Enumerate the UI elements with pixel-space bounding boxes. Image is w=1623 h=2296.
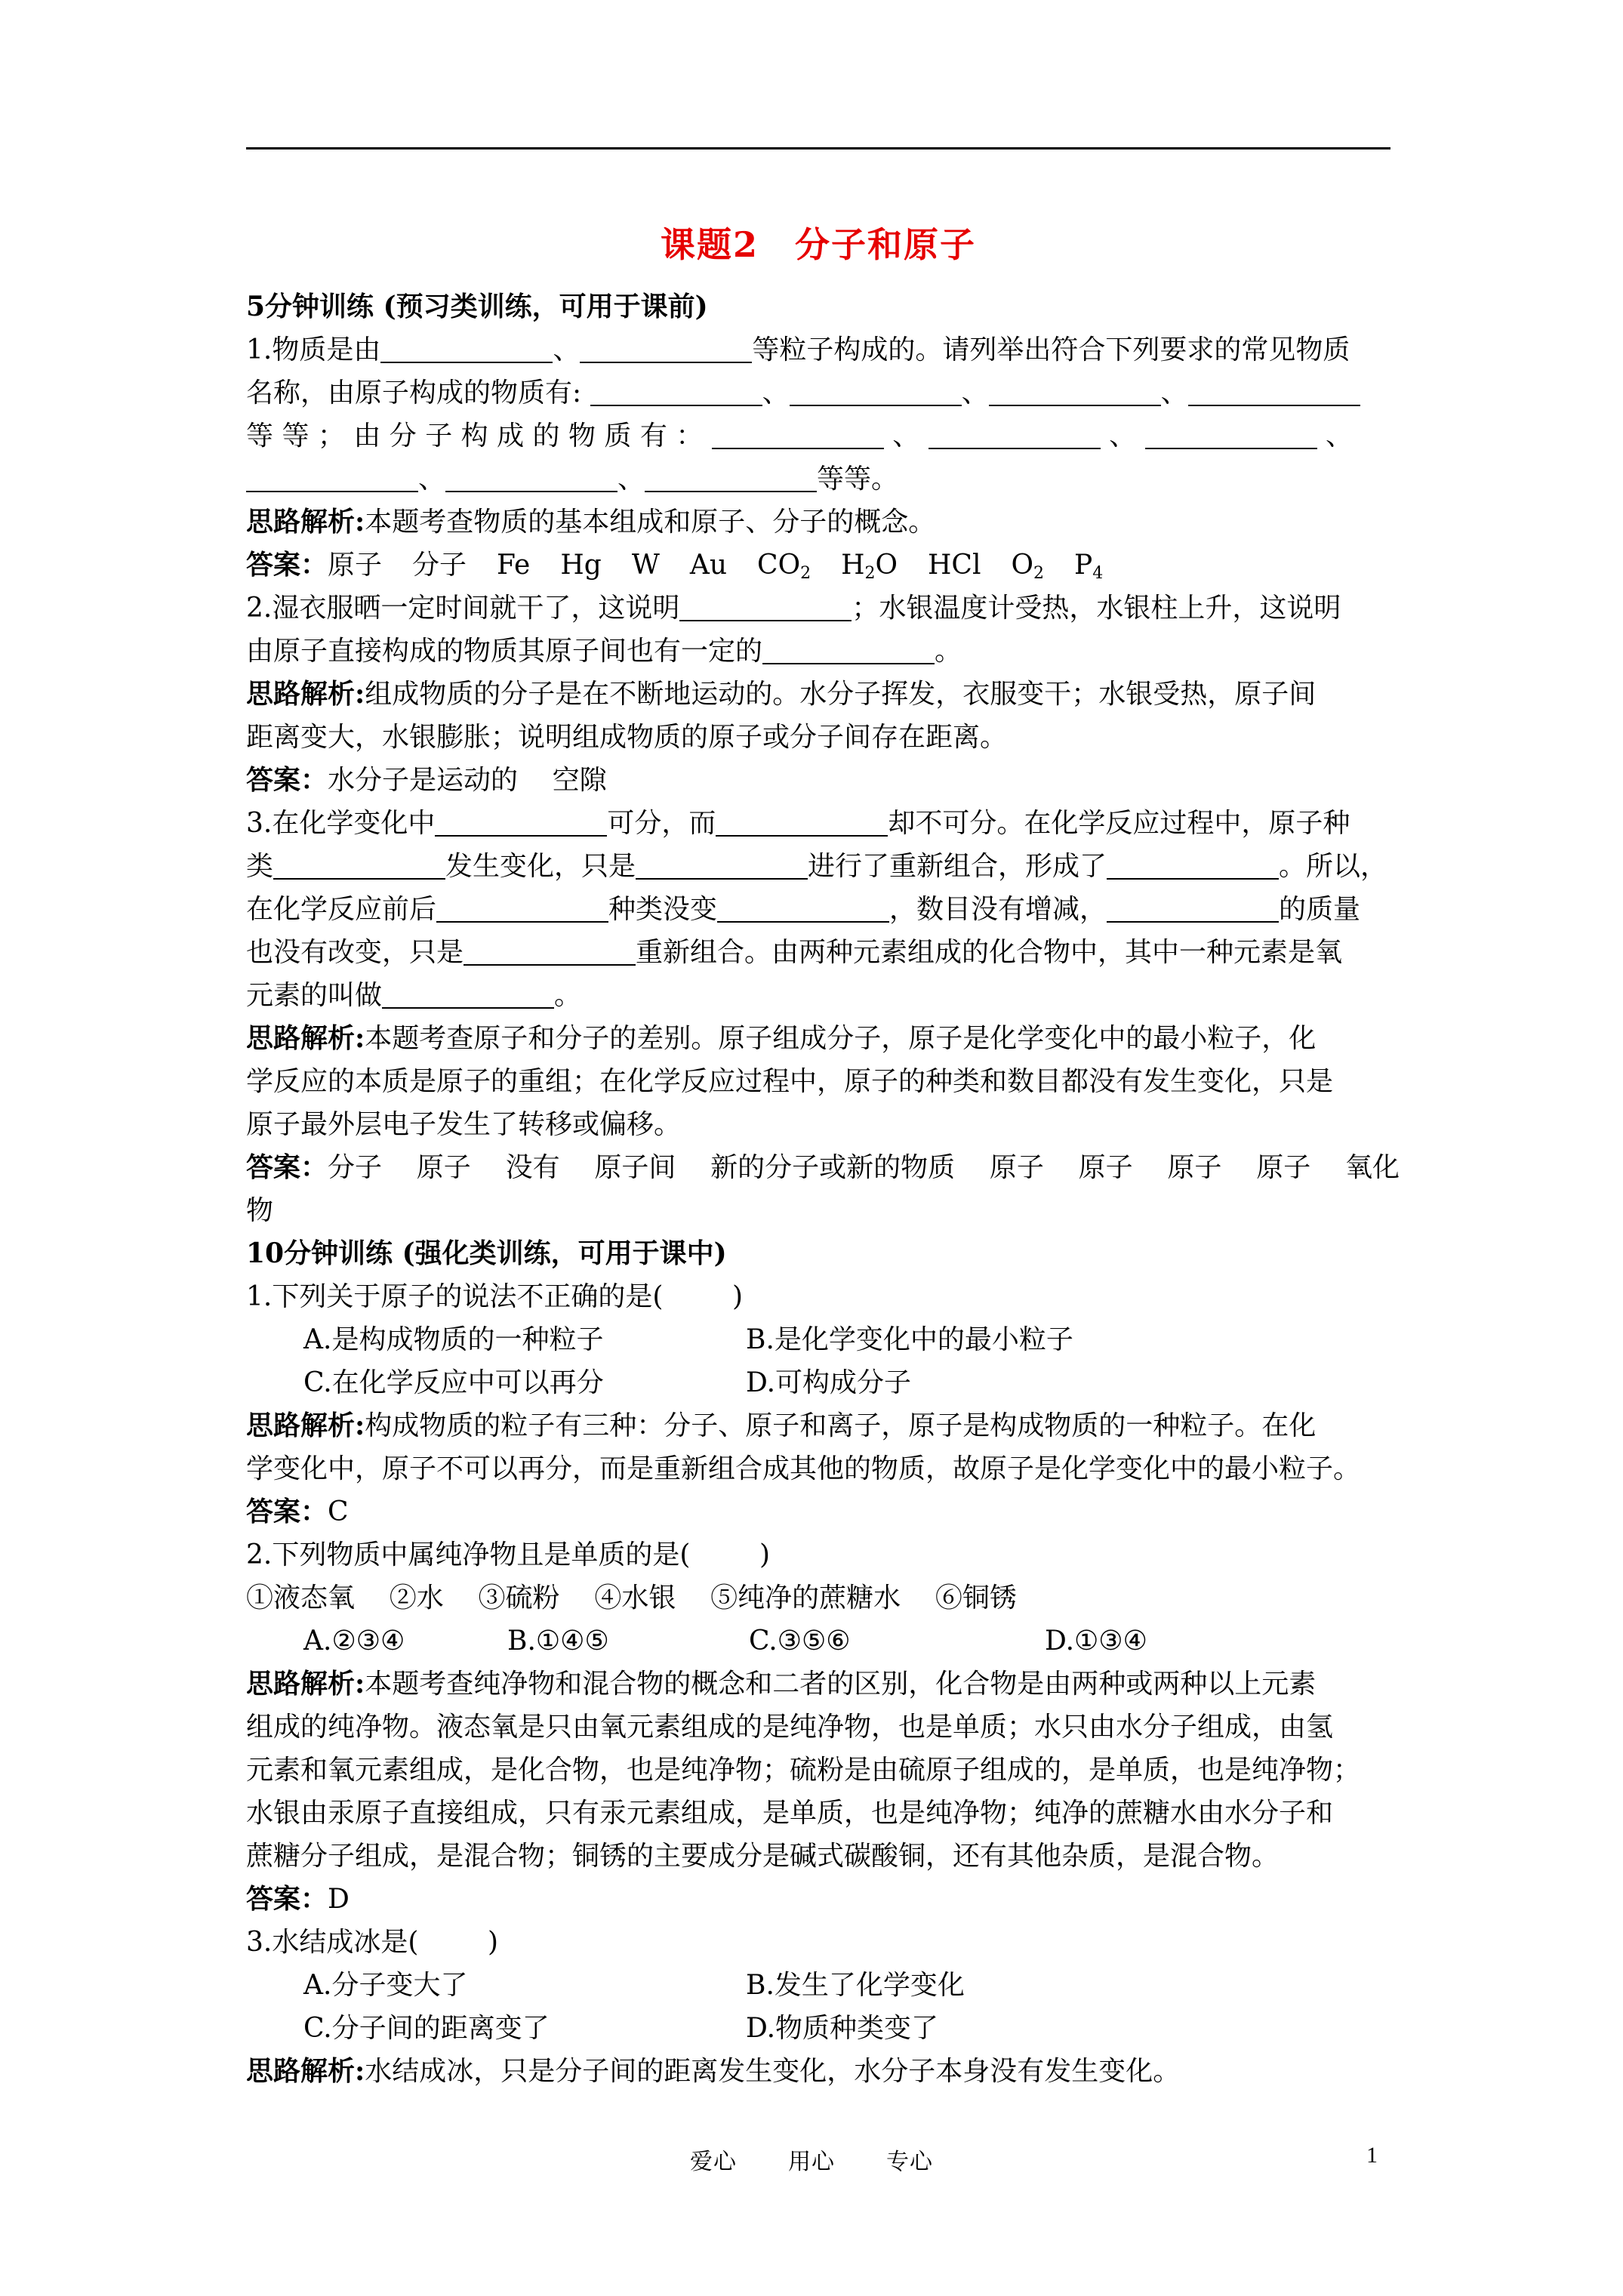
option-a[interactable]: A.分子变大了 [303,1970,468,2001]
analysis-label: 思路解析: [246,2055,365,2087]
text: 3.在化学变化中 [246,808,436,839]
footer-word: 用心 [788,2149,835,2175]
answer-blank[interactable] [273,851,445,880]
answer-label: 答案： [246,1496,328,1527]
answer-item: 分子 [412,550,467,581]
answer-item: Fe [497,550,531,581]
header-rule [246,147,1390,149]
answer-blank[interactable] [717,894,889,923]
text: 2.湿衣服晒一定时间就干了，这说明 [246,593,680,624]
q4-analysis-2: 学变化中，原子不可以再分，而是重新组合成其他的物质，故原子是化学变化中的最小粒子。 [246,1453,1361,1484]
q1-line2 [246,371,1390,415]
q3-line4 [246,931,1390,974]
option-b[interactable]: B.是化学变化中的最小粒子 [746,1324,1073,1355]
text: 重新组合。由两种元素组成的化合物中，其中一种元素是氧 [636,937,1343,968]
answer-blank[interactable] [762,636,935,664]
answer-label: 答案： [246,1151,328,1183]
text: 。 [935,636,962,667]
answer-item: Au [689,550,728,581]
option-d[interactable]: D.可构成分子 [746,1367,912,1398]
content-body [246,285,1400,2093]
option-a[interactable]: A.②③④ [303,1626,405,1657]
q1-line1 [246,328,1390,371]
formula-h2o: $H_2O$ [841,550,898,583]
answer-blank[interactable] [445,464,617,492]
page-title [246,217,1390,267]
footer-motto [0,2143,1623,2176]
q5-analysis-5: 蔗糖分子组成，是混合物；铜锈的主要成分是碱式碳酸铜，还有其他杂质，是混合物。 [246,1841,1280,1872]
text: 、 [553,334,581,365]
text: 。所以， [1279,851,1388,882]
answer-blank[interactable] [436,894,608,923]
answer-blank[interactable] [246,464,418,492]
q6-analysis [246,2050,1390,2093]
answer-item: 原子 [328,550,383,581]
text: 、 [883,421,929,451]
text: ，数目没有增减， [889,894,1107,925]
analysis-text: 水结成冰，只是分子间的距离发生变化，水分子本身没有发生变化。 [365,2056,1181,2087]
option-d[interactable]: D.①③④ [1045,1626,1147,1657]
answer-label: 答案： [246,549,328,581]
q2-answer [246,759,1390,802]
q3-line5 [246,974,1390,1017]
q5-answer [246,1878,1390,1921]
text: 由原子直接构成的物质其原子间也有一定的 [246,636,763,667]
formula-co2: $CO_2$ [757,550,812,583]
q3-answer-2: 物 [246,1195,274,1226]
answer-blank[interactable] [580,334,752,363]
analysis-label: 思路解析: [246,506,365,538]
q5-analysis-4: 水银由汞原子直接组成，只有汞元素组成，是单质，也是纯净物；纯净的蔗糖水由水分子和 [246,1798,1334,1829]
answer-blank[interactable] [1107,851,1279,880]
q3-answer-1 [246,1146,1400,1189]
q3-line2 [246,845,1390,888]
q5-analysis-1 [246,1663,1390,1706]
analysis-label: 思路解析: [246,1410,365,1441]
text: 在化学反应前后 [246,894,437,925]
answer-blank[interactable] [435,808,607,837]
q6-options-cd [246,2007,1390,2050]
text: 、 [762,378,790,408]
footer-word: 专心 [886,2149,933,2175]
q3-analysis-1 [246,1017,1390,1060]
answer-text: 水分子是运动的 空隙 [328,765,607,796]
q3-analysis-3: 原子最外层电子发生了转移或偏移。 [246,1109,682,1140]
answer-blank[interactable] [636,851,808,880]
q3-line3 [246,888,1390,931]
answer-blank[interactable] [382,980,554,1009]
option-c[interactable]: C.③⑤⑥ [749,1626,851,1657]
answer-item: W [631,550,660,581]
answer-blank[interactable] [1145,421,1317,449]
text: 等粒子构成的。请列举出符合下列要求的常见物质 [752,334,1350,365]
q3-line1 [246,802,1390,845]
analysis-text: 组成物质的分子是在不断地运动的。水分子挥发，衣服变干；水银受热，原子间 [365,679,1317,710]
text: 、 [1100,421,1145,451]
answer-text: D [328,1884,350,1915]
q2-analysis-2: 距离变大，水银膨胀；说明组成物质的原子或分子间存在距离。 [246,722,1008,753]
option-a[interactable]: A.是构成物质的一种粒子 [303,1324,604,1355]
footer-word: 爱心 [690,2149,737,2175]
analysis-label: 思路解析: [246,1022,365,1054]
answer-blank[interactable] [929,421,1101,449]
q5-items: ①液态氧 ②水 ③硫粉 ④水银 ⑤纯净的蔗糖水 ⑥铜锈 [246,1583,1017,1613]
q5-analysis-2: 组成的纯净物。液态氧是只由氧元素组成的是纯净物，也是单质；水只由水分子组成，由氢 [246,1712,1334,1743]
formula-p4: $P_4$ [1073,550,1104,583]
analysis-text: 本题考查原子和分子的差别。原子组成分子，原子是化学变化中的最小粒子，化 [365,1023,1317,1054]
formula-hcl: HCl [928,550,981,581]
text: 发生变化，只是 [445,851,636,882]
answer-text: C [328,1496,349,1527]
q6-options-ab [246,1964,1390,2007]
text: 。 [554,980,582,1011]
q1-answer [246,544,1390,587]
text: 、 [617,464,645,495]
answer-item: Hg [560,550,602,581]
text: 也没有改变，只是 [246,937,464,968]
option-c[interactable]: C.在化学反应中可以再分 [303,1367,604,1398]
q2-line2 [246,630,1390,673]
text: 却不可分。在化学反应过程中，原子种 [888,808,1350,839]
option-d[interactable]: D.物质种类变了 [746,2013,939,2044]
answer-blank[interactable] [590,378,762,406]
text: 名称，由原子构成的物质有: [246,378,582,408]
text: 的质量 [1279,894,1361,925]
answer-blank[interactable] [1107,894,1279,923]
analysis-text: 本题考查物质的基本组成和原子、分子的概念。 [365,507,936,538]
q4-answer [246,1490,1390,1533]
section-heading-10min: 10分钟训练 (强化类训练，可用于课中) [246,1237,727,1269]
answer-blank[interactable] [380,334,553,363]
text: 等 等 ； 由 分 子 构 成 的 物 质 有 ： [246,421,704,451]
option-c[interactable]: C.分子间的距离变了 [303,2013,550,2044]
q5-stem: 2.下列物质中属纯净物且是单质的是( ) [246,1539,770,1570]
text: 进行了重新组合，形成了 [808,851,1107,882]
analysis-label: 思路解析: [246,678,365,710]
section-heading-5min: 5分钟训练 (预习类训练，可用于课前) [246,291,708,322]
q2-analysis-1 [246,673,1390,716]
q4-analysis-1 [246,1404,1390,1447]
q5-analysis-3: 元素和氧元素组成，是化合物，也是纯净物；硫粉是由硫原子组成的，是单质，也是纯净物； [246,1755,1361,1786]
text: ；水银温度计受热，水银柱上升，这说明 [852,593,1341,624]
answer-text: 分子 原子 没有 原子间 新的分子或新的物质 原子 原子 原子 原子 氧化 [328,1152,1400,1183]
text: 等等。 [817,464,899,495]
answer-label: 答案： [246,764,328,796]
answer-blank[interactable] [790,378,962,406]
q4-options-cd [246,1361,1390,1404]
answer-blank[interactable] [1188,378,1360,406]
answer-blank[interactable] [989,378,1161,406]
text: 、 [1317,421,1354,451]
text: 、 [961,378,989,408]
text: 元素的叫做 [246,980,383,1011]
answer-label: 答案： [246,1883,328,1915]
answer-blank[interactable] [712,421,884,449]
q5-options [246,1620,1390,1663]
formula-o2: $O_2$ [1011,550,1044,583]
text: 1.物质是由 [246,334,381,365]
text: 类 [246,851,274,882]
option-b[interactable]: B.发生了化学变化 [746,1970,965,2001]
title-topic: 分子和原子 [795,224,976,265]
q1-line4 [246,458,1390,501]
q4-stem: 1.下列关于原子的说法不正确的是( ) [246,1281,743,1312]
analysis-label: 思路解析: [246,1668,365,1700]
q4-options-ab [246,1318,1390,1361]
answer-blank[interactable] [645,464,817,492]
answer-blank[interactable] [679,593,852,621]
text: 种类没变 [608,894,718,925]
text: 、 [418,464,446,495]
page-number: 1 [1366,2143,1378,2168]
q6-stem: 3.水结成冰是( ) [246,1927,498,1958]
q1-analysis [246,501,1390,544]
title-lesson: 课题2 [660,224,759,265]
q3-analysis-2: 学反应的本质是原子的重组；在化学反应过程中，原子的种类和数目都没有发生变化，只是 [246,1066,1334,1097]
answer-blank[interactable] [463,937,636,966]
text: 可分，而 [607,808,716,839]
answer-blank[interactable] [716,808,888,837]
analysis-text: 本题考查纯净物和混合物的概念和二者的区别，化合物是由两种或两种以上元素 [365,1669,1317,1700]
analysis-text: 构成物质的粒子有三种：分子、原子和离子，原子是构成物质的一种粒子。在化 [365,1410,1317,1441]
text: 、 [1160,378,1188,408]
q2-line1 [246,587,1390,630]
option-b[interactable]: B.①④⑤ [507,1626,609,1657]
q1-line3 [246,415,1390,458]
